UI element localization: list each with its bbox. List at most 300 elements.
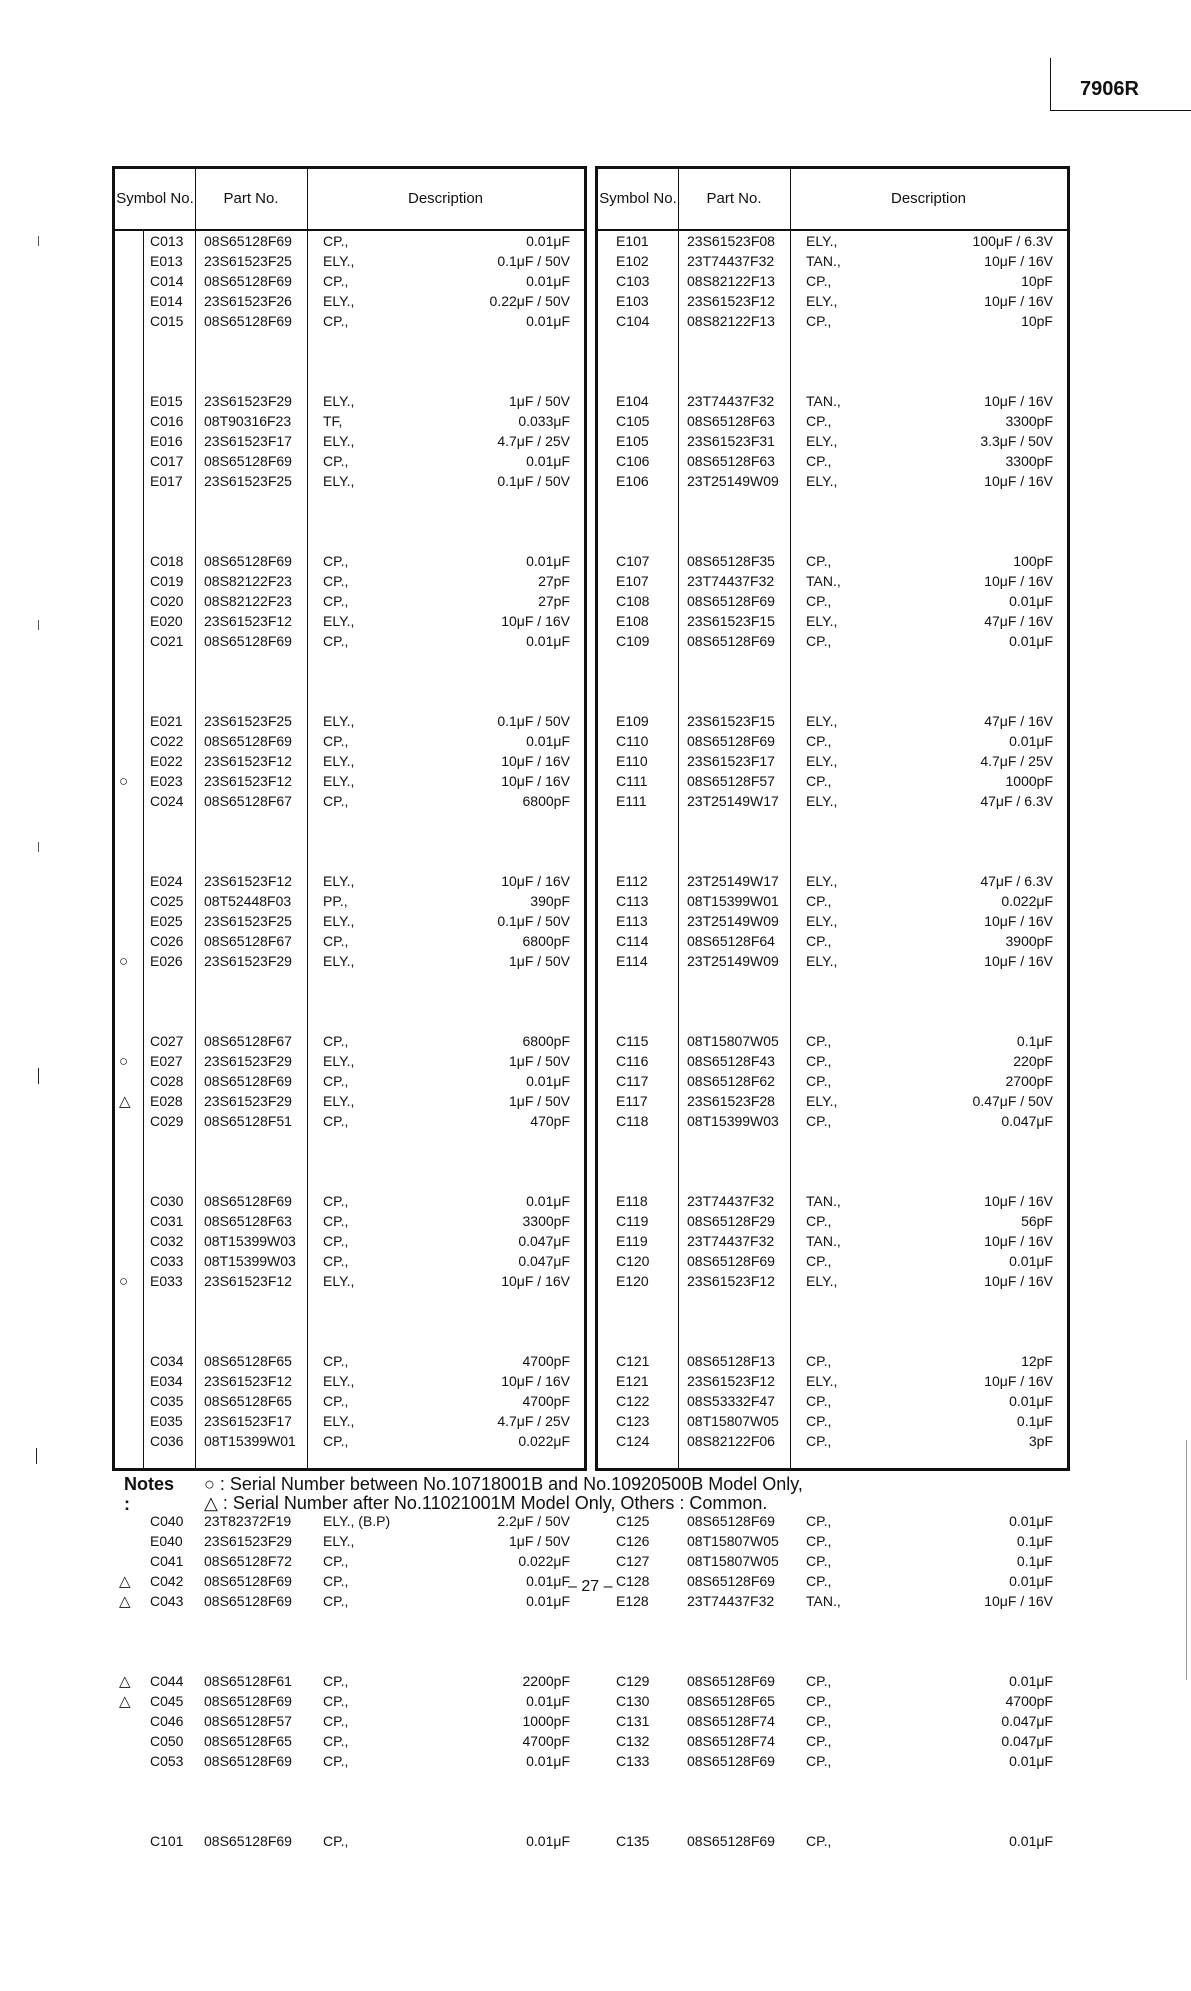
description-type: CP.,	[806, 933, 832, 949]
part-no: 08T15399W03	[204, 1253, 296, 1269]
table-row	[598, 1731, 1067, 1751]
part-no: 08S65128F51	[204, 1113, 292, 1129]
symbol-no: C105	[616, 413, 650, 429]
part-no: 08S65128F67	[204, 1033, 292, 1049]
part-no: 08S65128F67	[204, 933, 292, 949]
row-group	[115, 551, 584, 711]
description-type: ELY.,	[323, 713, 355, 729]
part-no: 08S65128F69	[204, 233, 292, 249]
table-row	[598, 1671, 1067, 1691]
description-type: CP.,	[806, 413, 832, 429]
part-no: 08S65128F65	[687, 1693, 775, 1709]
table-row	[598, 791, 1067, 811]
description-value: 0.01μF	[1009, 633, 1053, 649]
part-no: 23S61523F15	[687, 713, 775, 729]
description-value: 0.01μF	[1009, 1253, 1053, 1269]
table-row	[115, 451, 584, 471]
part-no: 23S61523F12	[204, 1373, 292, 1389]
row-group	[598, 551, 1067, 711]
description-value: 100pF	[1013, 553, 1053, 569]
symbol-no: E035	[150, 1413, 183, 1429]
description-type: ELY.,	[323, 913, 355, 929]
part-no: 08S65128F43	[687, 1053, 775, 1069]
table-row	[115, 291, 584, 311]
description-type: CP.,	[806, 773, 832, 789]
symbol-no: E101	[616, 233, 649, 249]
symbol-no: C028	[150, 1073, 184, 1089]
description-type: CP.,	[806, 1253, 832, 1269]
description-value: 47μF / 6.3V	[980, 873, 1053, 889]
description-type: CP.,	[323, 733, 349, 749]
description-value: 0.47μF / 50V	[972, 1093, 1053, 1109]
description-value: 10μF / 16V	[984, 953, 1053, 969]
description-type: ELY.,	[323, 873, 355, 889]
serial-mark: △	[119, 1693, 131, 1710]
description-value: 470pF	[530, 1113, 570, 1129]
table-row	[115, 431, 584, 451]
row-group	[598, 391, 1067, 551]
row-group	[115, 711, 584, 871]
description-type: CP.,	[323, 1073, 349, 1089]
symbol-no: C025	[150, 893, 184, 909]
symbol-no: C014	[150, 273, 184, 289]
description-type: CP.,	[806, 553, 832, 569]
description-value: 0.01μF	[1009, 593, 1053, 609]
description-value: 47μF / 16V	[984, 713, 1053, 729]
description-value: 0.01μF	[526, 733, 570, 749]
symbol-no: E108	[616, 613, 649, 629]
symbol-no: C101	[150, 1833, 184, 1849]
part-no: 08S82122F23	[204, 573, 292, 589]
table-row	[598, 431, 1067, 451]
description-type: TAN.,	[806, 573, 841, 589]
symbol-no: E021	[150, 713, 183, 729]
symbol-no: C013	[150, 233, 184, 249]
part-no: 23S61523F17	[687, 753, 775, 769]
table-row	[598, 1231, 1067, 1251]
part-no: 08S65128F61	[204, 1673, 292, 1689]
part-no: 08S65128F69	[687, 733, 775, 749]
description-value: 10μF / 16V	[501, 1373, 570, 1389]
table-row	[115, 1731, 584, 1751]
part-no: 08S65128F69	[204, 1833, 292, 1849]
symbol-no: C053	[150, 1753, 184, 1769]
part-no: 08T15399W01	[204, 1433, 296, 1449]
description-type: TAN.,	[806, 1193, 841, 1209]
description-type: ELY.,	[323, 773, 355, 789]
description-type: CP.,	[323, 1253, 349, 1269]
description-type: CP.,	[323, 1193, 349, 1209]
part-no: 23S61523F31	[687, 433, 775, 449]
description-type: CP.,	[806, 1693, 832, 1709]
description-type: CP.,	[323, 1573, 349, 1589]
symbol-no: E128	[616, 1593, 649, 1609]
description-value: 0.1μF	[1016, 1533, 1053, 1549]
symbol-no: E027	[150, 1053, 183, 1069]
table-row	[598, 1531, 1067, 1551]
part-no: 08S65128F69	[204, 1573, 292, 1589]
part-no: 23S61523F28	[687, 1093, 775, 1109]
table-row	[115, 891, 584, 911]
table-row	[115, 1091, 584, 1111]
description-type: CP.,	[323, 553, 349, 569]
symbol-no: C024	[150, 793, 184, 809]
note-circle: ○ : Serial Number between No.10718001B and No.10920500B Model Only,	[204, 1474, 803, 1494]
part-no: 08S65128F69	[204, 1193, 292, 1209]
part-no: 08S65128F69	[204, 633, 292, 649]
description-type: CP.,	[323, 1213, 349, 1229]
table-row	[598, 451, 1067, 471]
table-row	[115, 731, 584, 751]
part-no: 08S65128F13	[687, 1353, 775, 1369]
description-type: CP.,	[806, 593, 832, 609]
symbol-no: C129	[616, 1673, 650, 1689]
description-value: 2700pF	[1005, 1073, 1053, 1089]
table-row	[598, 771, 1067, 791]
symbol-no: C118	[616, 1113, 649, 1129]
description-type: ELY.,	[323, 1273, 355, 1289]
description-value: 10μF / 16V	[984, 1373, 1053, 1389]
symbol-no: E017	[150, 473, 183, 489]
description-value: 0.01μF	[526, 1573, 570, 1589]
table-row	[598, 251, 1067, 271]
description-type: CP.,	[806, 1713, 832, 1729]
symbol-no: C103	[616, 273, 650, 289]
table-header	[115, 169, 584, 231]
description-value: 1000pF	[522, 1713, 570, 1729]
table-row	[598, 1511, 1067, 1531]
header-part-no: Part No.	[223, 190, 279, 207]
description-value: 0.1μF	[1016, 1413, 1053, 1429]
description-type: CP.,	[323, 233, 349, 249]
description-type: CP.,	[806, 1833, 832, 1849]
serial-mark: ○	[119, 773, 129, 790]
description-value: 1μF / 50V	[509, 1053, 570, 1069]
symbol-no: E103	[616, 293, 649, 309]
symbol-no: E105	[616, 433, 649, 449]
part-no: 08S65128F65	[204, 1393, 292, 1409]
header-description: Description	[890, 190, 967, 207]
description-value: 0.01μF	[1009, 1393, 1053, 1409]
symbol-no: E016	[150, 433, 183, 449]
symbol-no: C029	[150, 1113, 184, 1129]
description-value: 0.01μF	[526, 1693, 570, 1709]
description-type: ELY.,	[806, 913, 838, 929]
description-value: 3300pF	[522, 1213, 570, 1229]
description-value: 0.1μF / 50V	[497, 913, 570, 929]
serial-mark: ○	[119, 1273, 129, 1290]
description-type: CP.,	[806, 1053, 832, 1069]
symbol-no: C119	[616, 1213, 649, 1229]
part-no: 08S65128F69	[204, 273, 292, 289]
table-row	[115, 1071, 584, 1091]
symbol-no: C021	[150, 633, 184, 649]
description-value: 0.047μF	[1001, 1733, 1053, 1749]
table-row	[115, 1111, 584, 1131]
description-value: 3pF	[1028, 1433, 1053, 1449]
row-group	[598, 1511, 1067, 1671]
symbol-no: C131	[616, 1713, 650, 1729]
symbol-no: C135	[616, 1833, 650, 1849]
description-value: 220pF	[1013, 1053, 1053, 1069]
serial-mark: ○	[119, 953, 129, 970]
symbol-no: E013	[150, 253, 183, 269]
description-value: 0.047μF	[518, 1233, 570, 1249]
description-type: TAN.,	[806, 1593, 841, 1609]
table-row	[598, 311, 1067, 331]
symbol-no: E024	[150, 873, 183, 889]
table-row	[115, 391, 584, 411]
description-value: 0.01μF	[526, 1193, 570, 1209]
part-no: 23S61523F12	[687, 293, 775, 309]
description-value: 2200pF	[522, 1673, 570, 1689]
description-type: CP.,	[806, 1113, 832, 1129]
part-no: 08T15399W03	[204, 1233, 296, 1249]
description-type: CP.,	[806, 1433, 832, 1449]
symbol-no: E111	[616, 793, 647, 809]
part-no: 23S61523F25	[204, 913, 292, 929]
table-row	[598, 271, 1067, 291]
description-value: 2.2μF / 50V	[497, 1513, 570, 1529]
symbol-no: E026	[150, 953, 183, 969]
part-no: 08S65128F69	[687, 1673, 775, 1689]
description-type: TF,	[323, 413, 343, 429]
part-no: 23T74437F32	[687, 1193, 775, 1209]
part-no: 08S65128F57	[204, 1713, 292, 1729]
description-value: 47μF / 6.3V	[980, 793, 1053, 809]
row-group	[598, 1191, 1067, 1351]
description-type: TAN.,	[806, 253, 841, 269]
symbol-no: C050	[150, 1733, 184, 1749]
part-no: 08T15807W05	[687, 1033, 779, 1049]
description-type: CP.,	[323, 1553, 349, 1569]
symbol-no: C034	[150, 1353, 184, 1369]
description-type: CP.,	[806, 633, 832, 649]
table-row	[115, 1371, 584, 1391]
part-no: 23S61523F25	[204, 713, 292, 729]
description-value: 10μF / 16V	[984, 253, 1053, 269]
table-row	[115, 1511, 584, 1531]
symbol-no: C104	[616, 313, 650, 329]
row-group	[115, 1511, 584, 1671]
description-type: CP.,	[806, 733, 832, 749]
row-group	[598, 711, 1067, 871]
symbol-no: C040	[150, 1513, 184, 1529]
description-value: 10μF / 16V	[984, 293, 1053, 309]
table-row	[115, 871, 584, 891]
description-type: CP.,	[806, 453, 832, 469]
part-no: 23S61523F12	[204, 1273, 292, 1289]
part-no: 08S65128F72	[204, 1553, 292, 1569]
symbol-no: C042	[150, 1573, 184, 1589]
part-no: 23S61523F17	[204, 1413, 292, 1429]
description-type: CP.,	[323, 573, 349, 589]
description-type: ELY.,	[323, 1093, 355, 1109]
part-no: 23T74437F32	[687, 1593, 775, 1609]
description-type: CP.,	[323, 273, 349, 289]
row-group	[598, 1031, 1067, 1191]
description-value: 3300pF	[1005, 413, 1053, 429]
part-no: 23S61523F12	[687, 1273, 775, 1289]
description-type: CP.,	[806, 1753, 832, 1769]
table-row	[598, 731, 1067, 751]
part-no: 23T25149W09	[687, 473, 779, 489]
table-row	[115, 1271, 584, 1291]
description-type: ELY.,	[323, 613, 355, 629]
symbol-no: E106	[616, 473, 649, 489]
symbol-no: E040	[150, 1533, 183, 1549]
part-no: 23S61523F12	[204, 873, 292, 889]
table-row	[598, 1431, 1067, 1451]
table-row	[115, 1031, 584, 1051]
table-row	[115, 631, 584, 651]
table-row	[115, 1231, 584, 1251]
header-rule-horizontal	[1050, 110, 1191, 111]
table-row	[115, 1191, 584, 1211]
symbol-no: C031	[150, 1213, 184, 1229]
symbol-no: C041	[150, 1553, 184, 1569]
part-no: 08S65128F69	[687, 1573, 775, 1589]
part-no: 08S65128F63	[687, 453, 775, 469]
symbol-no: C030	[150, 1193, 184, 1209]
description-value: 0.022μF	[518, 1553, 570, 1569]
part-no: 23S61523F29	[204, 1533, 292, 1549]
symbol-no: C108	[616, 593, 650, 609]
symbol-no: C124	[616, 1433, 650, 1449]
table-row	[115, 471, 584, 491]
description-value: 47μF / 16V	[984, 613, 1053, 629]
table-row	[115, 551, 584, 571]
description-type: ELY.,	[323, 953, 355, 969]
table-row	[115, 1671, 584, 1691]
symbol-no: C111	[616, 773, 648, 789]
table-header	[598, 169, 1067, 231]
symbol-no: C125	[616, 1513, 650, 1529]
part-no: 08S65128F69	[204, 453, 292, 469]
symbol-no: C020	[150, 593, 184, 609]
row-group	[115, 871, 584, 1031]
symbol-no: E022	[150, 753, 183, 769]
part-no: 23S61523F29	[204, 1093, 292, 1109]
description-value: 0.022μF	[518, 1433, 570, 1449]
description-value: 3.3μF / 50V	[980, 433, 1053, 449]
description-type: CP.,	[323, 1593, 349, 1609]
part-no: 08T15807W05	[687, 1413, 779, 1429]
description-type: CP.,	[806, 1553, 832, 1569]
symbol-no: C035	[150, 1393, 184, 1409]
part-no: 23T25149W17	[687, 793, 779, 809]
table-row	[598, 1371, 1067, 1391]
description-value: 1μF / 50V	[509, 953, 570, 969]
part-no: 08S65128F65	[204, 1353, 292, 1369]
part-no: 23S61523F25	[204, 473, 292, 489]
table-row	[115, 1411, 584, 1431]
description-value: 10μF / 16V	[984, 473, 1053, 489]
description-type: ELY.,	[323, 1373, 355, 1389]
description-type: CP.,	[806, 1393, 832, 1409]
description-type: ELY.,	[323, 253, 355, 269]
part-no: 23S61523F25	[204, 253, 292, 269]
part-no: 08S65128F69	[687, 1753, 775, 1769]
description-value: 10pF	[1021, 313, 1053, 329]
description-value: 10pF	[1021, 273, 1053, 289]
table-row	[598, 1191, 1067, 1211]
description-value: 4.7μF / 25V	[497, 1413, 570, 1429]
scan-artifact	[36, 1448, 37, 1464]
part-no: 08S65128F63	[204, 1213, 292, 1229]
table-row	[115, 1351, 584, 1371]
description-value: 0.047μF	[1001, 1113, 1053, 1129]
table-row	[598, 1271, 1067, 1291]
part-no: 08S65128F74	[687, 1733, 775, 1749]
table-row	[598, 911, 1067, 931]
symbol-no: C133	[616, 1753, 650, 1769]
symbol-no: C116	[616, 1053, 649, 1069]
description-type: CP.,	[806, 1353, 832, 1369]
description-value: 10μF / 16V	[501, 753, 570, 769]
description-value: 10μF / 16V	[501, 773, 570, 789]
description-value: 4.7μF / 25V	[497, 433, 570, 449]
part-no: 23S61523F29	[204, 393, 292, 409]
description-value: 0.01μF	[526, 453, 570, 469]
table-row	[115, 1431, 584, 1451]
part-no: 08S65128F74	[687, 1713, 775, 1729]
description-value: 10μF / 16V	[501, 873, 570, 889]
symbol-no: C036	[150, 1433, 184, 1449]
description-type: CP.,	[323, 1353, 349, 1369]
description-value: 6800pF	[522, 933, 570, 949]
description-value: 0.01μF	[526, 1753, 570, 1769]
table-row	[115, 951, 584, 971]
table-row	[115, 1551, 584, 1571]
table-row	[115, 251, 584, 271]
symbol-no: C130	[616, 1693, 650, 1709]
symbol-no: E112	[616, 873, 648, 889]
symbol-no: C132	[616, 1733, 650, 1749]
description-value: 3900pF	[1005, 933, 1053, 949]
part-no: 08T15399W01	[687, 893, 779, 909]
serial-mark: △	[119, 1673, 131, 1690]
description-value: 0.047μF	[518, 1253, 570, 1269]
symbol-no: C120	[616, 1253, 650, 1269]
part-no: 08T15399W03	[687, 1113, 779, 1129]
part-no: 08S65128F62	[687, 1073, 775, 1089]
part-no: 08S65128F69	[687, 1833, 775, 1849]
table-row	[598, 1411, 1067, 1431]
description-value: 4700pF	[522, 1733, 570, 1749]
part-no: 23S61523F29	[204, 953, 292, 969]
part-no: 23S61523F29	[204, 1053, 292, 1069]
scan-artifact	[38, 620, 39, 630]
description-type: CP.,	[323, 1693, 349, 1709]
description-type: PP.,	[323, 893, 348, 909]
symbol-no: E109	[616, 713, 649, 729]
description-value: 0.01μF	[1009, 1513, 1053, 1529]
serial-mark: △	[119, 1573, 131, 1590]
description-value: 1μF / 50V	[509, 393, 570, 409]
description-value: 0.022μF	[1001, 893, 1053, 909]
description-type: ELY.,	[323, 473, 355, 489]
table-row	[115, 931, 584, 951]
symbol-no: E034	[150, 1373, 183, 1389]
description-value: 10μF / 16V	[501, 613, 570, 629]
description-type: ELY.,	[806, 1273, 838, 1289]
symbol-no: E023	[150, 773, 183, 789]
table-row	[115, 1711, 584, 1731]
part-no: 23S61523F17	[204, 433, 292, 449]
part-no: 08S65128F65	[204, 1733, 292, 1749]
part-no: 08S82122F13	[687, 313, 775, 329]
